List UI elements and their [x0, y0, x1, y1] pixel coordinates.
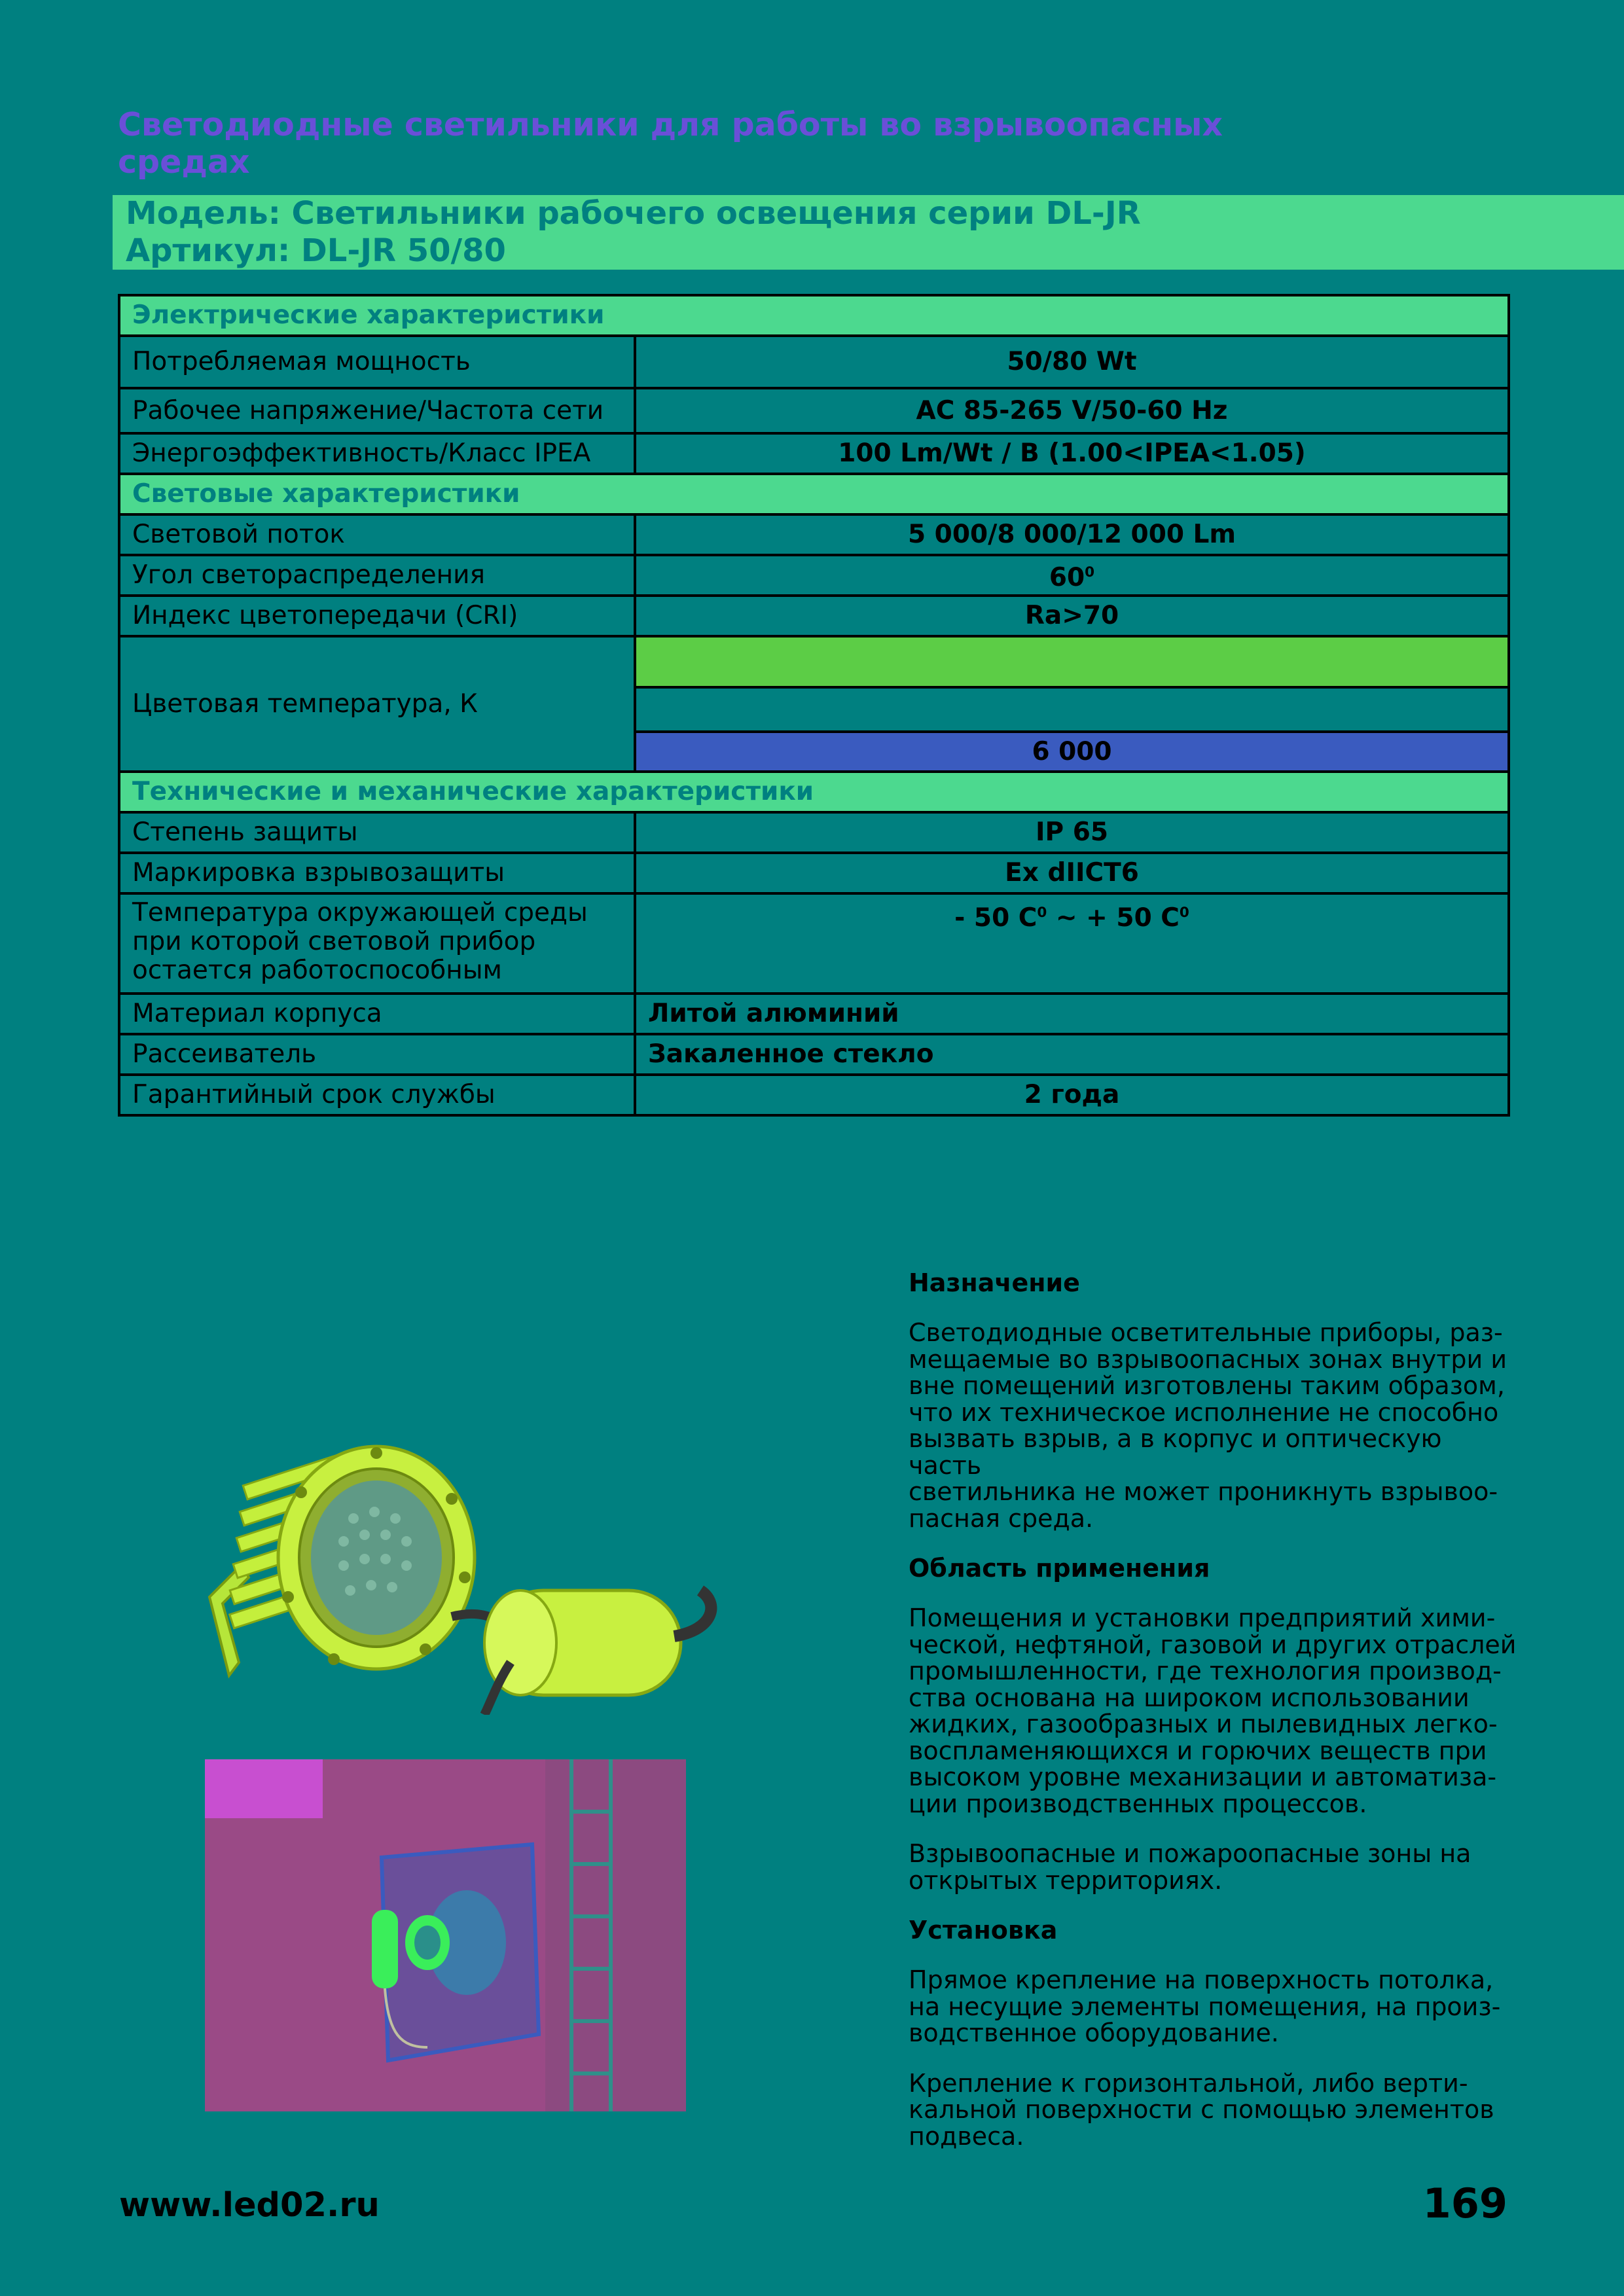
application-text: Помещения и установки предприятий хими- ческой, нефтяной, газовой и других отраслей промышленности, где технология производ- ства основана на широком использовании жидких, газообразных и пылевидных легко- воспламеняющихся и горючих веществ при высоком уровне механизации и автоматиза- ции производственных процессов.	[909, 1604, 1517, 1818]
ambient-min: - 50 C	[954, 903, 1038, 933]
efficiency-value: 100 Lm/Wt / B (1.00<IPEA<1.05)	[635, 433, 1509, 474]
diffuser-value: Закаленное стекло	[635, 1034, 1509, 1075]
temp-value: 6 000	[635, 732, 1509, 772]
power-value: 50/80 Wt	[635, 336, 1509, 388]
page-number: 169	[1422, 2179, 1507, 2227]
housing-value: Литой алюминий	[635, 994, 1509, 1034]
article-line: Артикул: DL-JR 50/80	[126, 232, 506, 269]
section-tech: Технические и механические характеристики	[119, 772, 1509, 812]
flux-label: Световой поток	[119, 514, 635, 555]
ambient-max: ~ + 50 C	[1047, 903, 1180, 933]
angle-label: Угол светораспределения	[119, 555, 635, 596]
description-column	[909, 1270, 1517, 2173]
angle-degree: 0	[1085, 564, 1095, 581]
flux-value: 5 000/8 000/12 000 Lm	[635, 514, 1509, 555]
cri-label: Индекс цветопередачи (CRI)	[119, 596, 635, 636]
ambient-label: Температура окружающей среды при которой световой прибор остается работоспособным	[119, 893, 635, 994]
temp-label: Цветовая температура, К	[119, 636, 635, 772]
install-text-1: Прямое крепление на поверхность потолка, на несущие элементы помещения, на произ- водственное оборудование.	[909, 1965, 1501, 2047]
cri-value: Ra>70	[635, 596, 1509, 636]
installation-photo	[205, 1759, 686, 2111]
power-label: Потребляемая мощность	[119, 336, 635, 388]
diffuser-label: Рассеиватель	[119, 1034, 635, 1075]
floodlight-photo	[203, 1401, 733, 1715]
angle-number: 60	[1049, 563, 1085, 592]
zones-text: Взрывоопасные и пожароопасные зоны на открытых территориях.	[909, 1839, 1471, 1895]
temp-swatch-neutral	[635, 687, 1509, 732]
ambient-value	[635, 893, 1509, 994]
temp-swatch-warm	[635, 636, 1509, 687]
warranty-value: 2 года	[635, 1075, 1509, 1115]
warranty-label: Гарантийный срок службы	[119, 1075, 635, 1115]
section-light: Световые характеристики	[119, 474, 1509, 514]
ambient-max-degree: 0	[1179, 905, 1189, 921]
efficiency-label: Энергоэффективность/Класс IPEA	[119, 433, 635, 474]
angle-value	[635, 555, 1509, 596]
ip-value: IP 65	[635, 812, 1509, 853]
ex-value: Ex dIICT6	[635, 853, 1509, 893]
application-title: Область применения	[909, 1554, 1210, 1583]
page-title: Светодиодные светильники для работы во взрывоопасных средах	[118, 106, 1223, 181]
ex-label: Маркировка взрывозащиты	[119, 853, 635, 893]
purpose-title: Назначение	[909, 1268, 1080, 1297]
installation-scene	[205, 1759, 686, 2111]
spec-table	[118, 294, 1510, 1117]
housing-label: Материал корпуса	[119, 994, 635, 1034]
ip-label: Степень защиты	[119, 812, 635, 853]
voltage-value: AC 85-265 V/50-60 Hz	[635, 388, 1509, 433]
purpose-text: Светодиодные осветительные приборы, раз- мещаемые во взрывоопасных зонах внутри и вне помещений изготовлены таким образом, что их техническое исполнение не способно вызвать взрыв, а в корпус и оптическую часть светильника не может проникнуть взрывоо- пасная среда.	[909, 1318, 1507, 1533]
voltage-label: Рабочее напряжение/Частота сети	[119, 388, 635, 433]
model-line: Модель: Светильники рабочего освещения серии DL-JR	[126, 195, 1141, 232]
section-electrical: Электрические характеристики	[119, 295, 1509, 336]
ambient-min-degree: 0	[1037, 905, 1047, 921]
install-title: Установка	[909, 1916, 1058, 1945]
footer-url[interactable]: www.led02.ru	[119, 2186, 380, 2225]
install-text-2: Крепление к горизонтальной, либо верти- кальной поверхности с помощью элементов подвеса.	[909, 2068, 1494, 2151]
model-band	[113, 195, 1624, 270]
